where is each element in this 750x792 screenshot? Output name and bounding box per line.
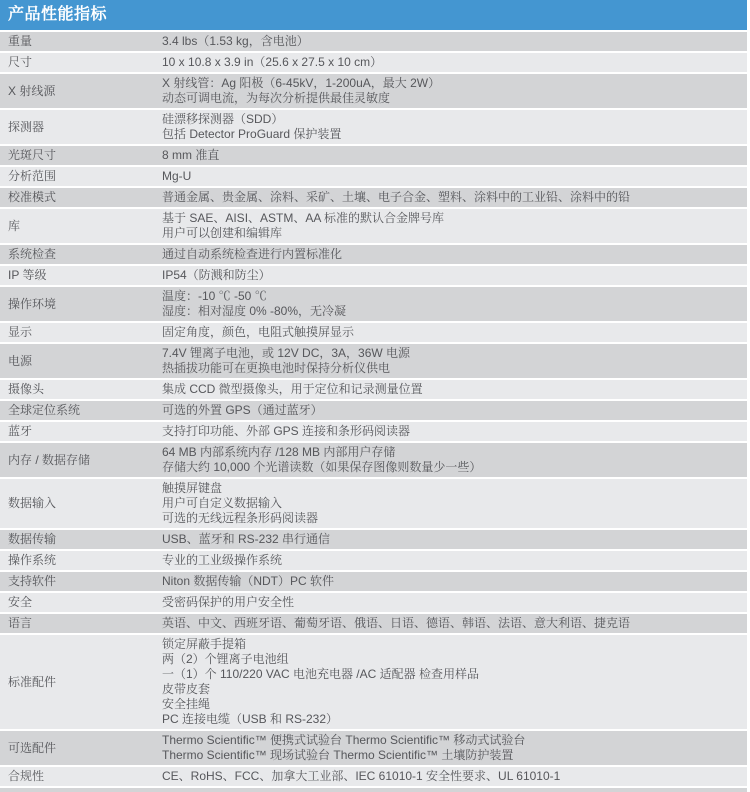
row-label: 摄像头 xyxy=(8,382,45,396)
row-value-line: 皮带皮套 xyxy=(162,682,211,696)
row-value xyxy=(162,188,747,207)
row-value-line: 用户可自定义数据输入 xyxy=(162,496,283,510)
row-value-line: 基于 SAE、AISI、ASTM、AA 标准的默认合金牌号库 xyxy=(162,211,445,225)
row-label: 库 xyxy=(8,218,21,233)
row-value-line: PC 连接电缆（USB 和 RS-232） xyxy=(162,712,339,726)
row-value xyxy=(162,530,747,549)
row-value-line: 受密码保护的用户安全性 xyxy=(162,595,295,609)
row-label: 蓝牙 xyxy=(8,424,33,438)
table-row xyxy=(0,635,747,731)
row-label: 全球定位系统 xyxy=(8,403,81,417)
row-value xyxy=(162,767,747,786)
row-value xyxy=(162,146,747,165)
row-label: 语言 xyxy=(8,616,33,630)
row-value-line: 一（1）个 110/220 VAC 电池充电器 /AC 适配器 检查用样品 xyxy=(162,667,479,681)
row-value-line: 热插拔功能可在更换电池时保持分析仪供电 xyxy=(162,361,391,375)
table-row xyxy=(0,422,747,443)
row-value xyxy=(162,74,747,108)
table-row xyxy=(0,479,747,530)
table-row xyxy=(0,32,747,53)
row-value xyxy=(162,323,747,342)
spec-table xyxy=(0,32,747,788)
table-row xyxy=(0,74,747,110)
table-row xyxy=(0,146,747,167)
row-value-line: 温度：-10 ℃ -50 ℃ xyxy=(162,289,267,303)
table-row xyxy=(0,401,747,422)
row-label: 探测器 xyxy=(8,119,45,134)
row-value-line: 通过自动系统检查进行内置标准化 xyxy=(162,247,343,261)
table-row xyxy=(0,551,747,572)
row-value xyxy=(162,209,747,243)
row-value xyxy=(162,731,747,765)
row-value xyxy=(162,593,747,612)
row-value-line: IP54（防溅和防尘） xyxy=(162,268,271,282)
row-label: 操作环境 xyxy=(8,296,57,311)
row-value-line: 可选的外置 GPS（通过蓝牙） xyxy=(162,403,323,417)
row-label: 可选配件 xyxy=(8,740,57,755)
row-value-line: 10 x 10.8 x 3.9 in（25.6 x 27.5 x 10 cm） xyxy=(162,55,383,69)
table-row xyxy=(0,530,747,551)
table-row xyxy=(0,614,747,635)
table-row xyxy=(0,572,747,593)
row-label: 显示 xyxy=(8,325,33,339)
row-label: 安全 xyxy=(8,595,33,609)
row-label: 标准配件 xyxy=(8,674,57,689)
row-value xyxy=(162,344,747,378)
section-header xyxy=(0,0,747,30)
table-row xyxy=(0,209,747,245)
table-row xyxy=(0,245,747,266)
row-value xyxy=(162,635,747,729)
row-value-line: 用户可以创建和编辑库 xyxy=(162,226,283,240)
row-value-line: 硅漂移探测器（SDD） xyxy=(162,112,284,126)
row-value-line: 7.4V 锂离子电池，或 12V DC，3A，36W 电源 xyxy=(162,346,411,360)
row-value-line: 存储大约 10,000 个光谱读数（如果保存图像则数量少一些） xyxy=(162,460,482,474)
row-value xyxy=(162,422,747,441)
row-label: 校准模式 xyxy=(8,190,57,204)
row-label: 操作系统 xyxy=(8,553,57,567)
table-row xyxy=(0,443,747,479)
row-value-line: 英语、中文、西班牙语、葡萄牙语、俄语、日语、德语、韩语、法语、意大利语、捷克语 xyxy=(162,616,631,630)
row-label: 数据输入 xyxy=(8,496,57,510)
row-value-line: 两（2）个锂离子电池组 xyxy=(162,652,289,666)
row-value xyxy=(162,32,747,51)
table-row xyxy=(0,593,747,614)
row-value xyxy=(162,614,747,633)
row-value-line: 可选的无线远程条形码阅读器 xyxy=(162,511,319,525)
table-row xyxy=(0,380,747,401)
row-label: X 射线源 xyxy=(8,83,56,98)
row-label: 尺寸 xyxy=(8,55,33,69)
row-value-line: 固定角度，颜色，电阻式触摸屏显示 xyxy=(162,325,355,339)
table-row xyxy=(0,110,747,146)
row-value-line: Mg-U xyxy=(162,169,192,183)
row-label: 重量 xyxy=(8,34,33,48)
row-label: 数据传输 xyxy=(8,532,57,546)
row-value-line: 专业的工业级操作系统 xyxy=(162,553,283,567)
table-row xyxy=(0,188,747,209)
row-label: 支持软件 xyxy=(8,574,57,588)
row-value xyxy=(162,53,747,72)
row-value-line: 湿度：相对湿度 0% -80%，无冷凝 xyxy=(162,304,347,318)
row-value xyxy=(162,245,747,264)
row-label: 内存 / 数据存储 xyxy=(8,452,91,467)
row-value-line: USB、蓝牙和 RS-232 串行通信 xyxy=(162,532,331,546)
table-row xyxy=(0,167,747,188)
row-label: 光斑尺寸 xyxy=(8,148,57,162)
row-value xyxy=(162,287,747,321)
row-value-line: 安全挂绳 xyxy=(162,697,211,711)
table-row xyxy=(0,767,747,788)
row-value xyxy=(162,551,747,570)
row-value xyxy=(162,167,747,186)
row-value-line: 包括 Detector ProGuard 保护装置 xyxy=(162,127,342,141)
row-label: 分析范围 xyxy=(8,169,57,183)
row-value-line: Thermo Scientific™ 便携式试验台 Thermo Scientific™ 移动式试验台 xyxy=(162,733,526,747)
row-label: 系统检查 xyxy=(8,247,57,261)
row-value-line: 集成 CCD 微型摄像头，用于定位和记录测量位置 xyxy=(162,382,423,396)
row-value-line: Niton 数据传输（NDT）PC 软件 xyxy=(162,574,335,588)
row-value-line: 64 MB 内部系统内存 /128 MB 内部用户存储 xyxy=(162,445,396,459)
row-value xyxy=(162,479,747,528)
table-row xyxy=(0,287,747,323)
row-label: IP 等级 xyxy=(8,268,47,282)
row-value-line: 支持打印功能、外部 GPS 连接和条形码阅读器 xyxy=(162,424,411,438)
table-row xyxy=(0,731,747,767)
table-bottom-edge xyxy=(0,788,747,792)
row-value-line: 动态可调电流，为每次分析提供最佳灵敏度 xyxy=(162,91,391,105)
row-value-line: X 射线管：Ag 阳极（6-45kV，1-200uA，最大 2W） xyxy=(162,76,441,90)
row-label: 合规性 xyxy=(8,769,45,783)
row-value-line: 锁定屏蔽手提箱 xyxy=(162,637,247,651)
row-value xyxy=(162,266,747,285)
row-value-line: 普通金属、贵金属、涂料、采矿、土壤、电子合金、塑料、涂料中的工业铅、涂料中的铅 xyxy=(162,190,631,204)
row-value xyxy=(162,572,747,591)
row-value-line: CE、RoHS、FCC、加拿大工业部、IEC 61010-1 安全性要求、UL 61010-1 xyxy=(162,769,561,783)
row-value-line: 3.4 lbs（1.53 kg，含电池） xyxy=(162,34,309,48)
table-row xyxy=(0,53,747,74)
row-value xyxy=(162,380,747,399)
row-value xyxy=(162,110,747,144)
table-row xyxy=(0,344,747,380)
row-value-line: 触摸屏键盘 xyxy=(162,481,223,495)
row-value-line: Thermo Scientific™ 现场试验台 Thermo Scientific™ 土壤防护装置 xyxy=(162,748,514,762)
row-value xyxy=(162,443,747,477)
row-label: 电源 xyxy=(8,353,33,368)
row-value xyxy=(162,401,747,420)
page-title: 产品性能指标 xyxy=(8,6,108,23)
table-row xyxy=(0,266,747,287)
row-value-line: 8 mm 准直 xyxy=(162,148,220,162)
table-row xyxy=(0,323,747,344)
